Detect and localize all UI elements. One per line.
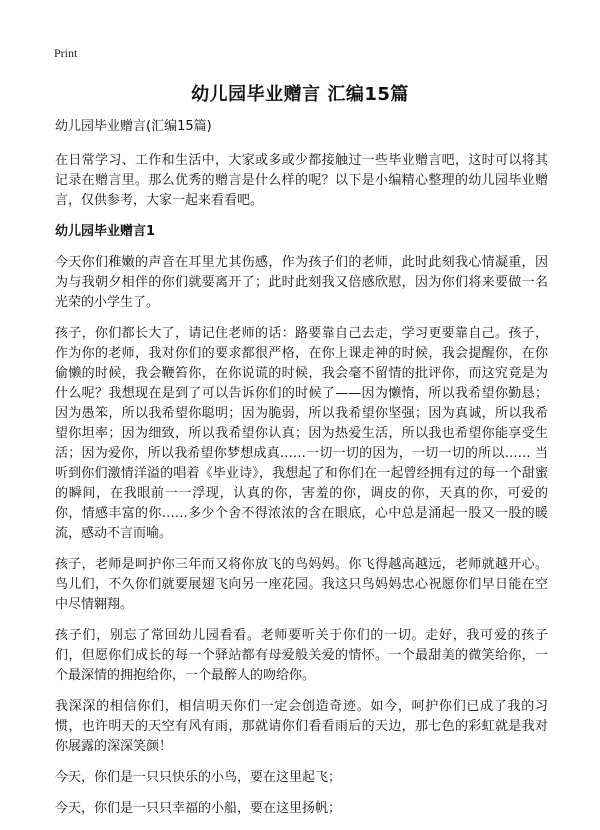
print-label[interactable]: Print [54, 46, 78, 60]
page-title: 幼儿园毕业赠言 汇编15篇 [191, 84, 409, 105]
body-paragraph: 我深深的相信你们，相信明天你们一定会创造奇迹。如今，呵护你们已成了我的习惯，也许明天的天空有风有雨，那就请你们看看雨后的天边，那七色的彩虹就是我对你展露的深深笑颜！ [55, 699, 548, 754]
body-paragraph: 今天，你们是一只只快乐的小鸟，要在这里起飞； [55, 770, 342, 785]
body-paragraph: 孩子，老师是呵护你三年而又将你放飞的鸟妈妈。你飞得越高越远，老师就越开心。鸟儿们，不久你们就要展翅飞向另一座花园。我这只鸟妈妈忠心祝愿你们早日能在空中尽情翱翔。 [55, 557, 548, 612]
body-paragraph: 孩子，你们都长大了，请记住老师的话：路要靠自己去走，学习更要靠自己。孩子，作为你的老师，我对你们的要求都很严格，在你上课走神的时候，我会提醒你，在你偷懒的时候，我会鞭笞你，在你说谎的时候，我会毫不留情的批评你，而这究竟是为什么呢？我想现在是到了可以告诉你们的时候了——因为懒惰，所以我希望你勤恳；因为愚笨，所以我希望你聪明；因为脆弱，所以我希望你坚强；因为真诚，所以我希望你坦率；因为细致，所以我希望你认真；因为热爱生活，所以我也希望你能享受生活；因为爱你，所以我希望你梦想成真……一切一切的因为，一切一切的所以…… 当听到你们激情洋溢的唱着《毕业诗》，我想起了和你们在一起曾经拥有过的每一个甜蜜的瞬间，在我眼前一一浮现，认真的你，害羞的你，调皮的你，天真的你，可爱的你，情感丰富的你……多少个舍不得浓浓的含在眼底，心中总是涌起一股又一股的暖流，感动不言而喻。 [55, 326, 548, 541]
intro-paragraph: 在日常学习、工作和生活中，大家或多或少都接触过一些毕业赠言吧，这时可以将其记录在赠言里。那么优秀的赠言是什么样的呢？以下是小编精心整理的幼儿园毕业赠言，仅供参考，大家一起来看看吧。 [55, 153, 548, 208]
document-body [55, 117, 548, 830]
section-heading: 幼儿园毕业赠言1 [55, 224, 156, 239]
body-paragraph: 今天，你们是一只只幸福的小船，要在这里扬帆； [55, 801, 342, 816]
body-paragraph: 今天你们稚嫩的声音在耳里尤其伤感，作为孩子们的老师，此时此刻我心情凝重，因为与我朝夕相伴的你们就要离开了；此时此刻我又倍感欣慰，因为你们将来要做一名光荣的小学生了。 [55, 255, 548, 310]
document-subtitle: 幼儿园毕业赠言(汇编15篇) [55, 119, 212, 134]
body-paragraph: 孩子们，别忘了常回幼儿园看看。老师要听关于你们的一切。走好，我可爱的孩子们，但愿你们成长的每一个驿站都有母爱般关爱的情怀。一个最甜美的微笑给你，一个最深情的拥抱给你，一个最醉人的吻给你。 [55, 628, 548, 683]
